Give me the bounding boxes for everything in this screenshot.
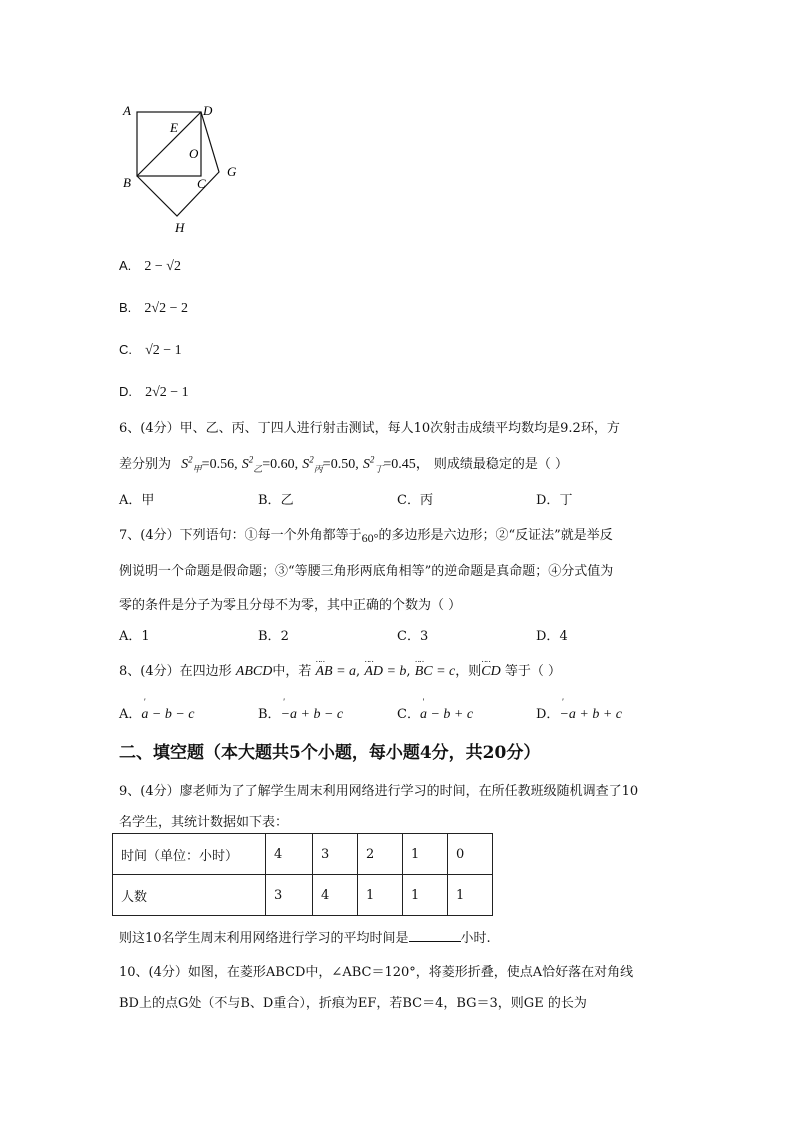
option-expr: 2 − √2 — [144, 259, 181, 274]
table-cell: 4 — [313, 875, 358, 916]
q7-option-d: D．4 — [536, 629, 568, 644]
q6-option-c: C．丙 — [397, 493, 433, 508]
table-row — [113, 834, 493, 875]
var-value: =0.56, — [201, 457, 238, 472]
label-b: B — [123, 175, 131, 190]
q8-eq3: ‥‥ BC = c — [415, 664, 456, 680]
q6-line2: 差分别为 $S^2_甲=0.56$, $S^2_乙=0.60$, $S^2_丙=0.50$, $S^2_丁=0.45$， 则成绩最稳定的是（ ） — [119, 454, 569, 474]
q8-eq1: ‥‥ AB = a — [315, 664, 356, 680]
q9-line2: 名学生，其统计数据如下表： — [119, 815, 289, 830]
q8-option-b: B．' −a + b − c — [258, 703, 343, 723]
q5-option-b — [119, 297, 188, 317]
option-label: A. — [119, 258, 132, 273]
table-cell: 1 — [358, 875, 403, 916]
option-expr: 2√2 − 1 — [145, 385, 189, 400]
table-cell: 人数 — [113, 875, 266, 916]
q8-option-c: C．' a − b + c — [397, 703, 473, 723]
q7-option-b: B．2 — [258, 629, 289, 644]
q5-option-a — [119, 255, 181, 275]
label-e: E — [170, 120, 178, 135]
q5-option-d — [119, 381, 189, 401]
q6-option-a: A．甲 — [119, 493, 155, 508]
label-g: G — [227, 164, 237, 179]
var-value: =0.45， — [383, 457, 430, 472]
q8-option-d: D．' −a + b + c — [536, 703, 622, 723]
label-h: H — [175, 220, 185, 235]
var-sub: 丁 — [374, 463, 384, 474]
table-cell: 1 — [448, 875, 493, 916]
option-label: B. — [119, 300, 132, 315]
option-expr: 2√2 − 2 — [144, 301, 188, 316]
section-title: 二、填空题（本大题共5个小题，每小题4分，共20分） — [119, 743, 541, 763]
label-o: O — [189, 146, 199, 161]
q8-stem: 8、(4分）在四边形 ABCD中，若 ‥‥ AB = a, ‥‥ AD = b, ‥‥ BC = c，则‥‥ CD 等于（ ） — [119, 660, 561, 680]
table-cell: 1 — [403, 834, 448, 875]
q9-answer-line: 则这10名学生周末利用网络进行学习的平均时间是 小时. — [119, 931, 491, 946]
table-cell: 1 — [403, 875, 448, 916]
q6-line1: 6、(4分）甲、乙、丙、丁四人进行射击测试，每人10次射击成绩平均数均是9.2环，方 — [119, 421, 620, 436]
var-sub: 甲 — [192, 463, 202, 474]
table-cell: 3 — [266, 875, 313, 916]
q7-line3: 零的条件是分子为零且分母不为零，其中正确的个数为（ ） — [119, 598, 462, 613]
q7-option-a: A．1 — [119, 629, 150, 644]
label-a: A — [123, 103, 131, 118]
table-cell: 2 — [358, 834, 403, 875]
q6-suffix: 则成绩最稳定的是（ ） — [433, 457, 569, 472]
q8-option-a: A．' a − b − c — [119, 703, 195, 723]
geometry-figure — [115, 98, 250, 238]
var-value: =0.60, — [262, 457, 299, 472]
q8-eq2: ‥‥ AD = b — [364, 664, 406, 680]
label-c: C — [197, 176, 206, 191]
q9-line1: 9、(4分）廖老师为了了解学生周末利用网络进行学习的时间，在所任教班级随机调查了10 — [119, 784, 639, 799]
table-cell: 3 — [313, 834, 358, 875]
q9-table — [112, 833, 493, 916]
q10-line2: BD上的点G处（不与B、D重合），折痕为EF，若BC＝4，BG＝3，则GE 的长为 — [119, 996, 587, 1011]
option-label: C. — [119, 342, 132, 357]
q10-line1: 10、(4分）如图，在菱形ABCD中，∠ABC＝120°，将菱形折叠，使点A恰好落在对角线 — [119, 965, 634, 980]
table-cell: 时间（单位：小时） — [113, 834, 266, 875]
option-expr: √2 − 1 — [145, 343, 182, 358]
table-cell: 4 — [266, 834, 313, 875]
var-sub: 乙 — [253, 463, 263, 474]
q5-option-c — [119, 339, 182, 359]
q6-option-b: B．乙 — [258, 493, 294, 508]
table-cell: 0 — [448, 834, 493, 875]
q7-line2: 例说明一个命题是假命题；③“等腰三角形两底角相等”的逆命题是真命题；④分式值为 — [119, 564, 614, 579]
q7-line1: 7、(4分）下列语句：①每一个外角都等于60°的多边形是六边形；②“反证法”就是举反 — [119, 528, 613, 545]
table-row — [113, 875, 493, 916]
q6-option-d: D．丁 — [536, 493, 573, 508]
q6-prefix: 差分别为 — [119, 457, 172, 472]
var-value: =0.50, — [322, 457, 359, 472]
label-d: D — [203, 103, 213, 118]
q8-quad: ABCD — [235, 664, 273, 679]
q7-option-c: C．3 — [397, 629, 429, 644]
answer-blank[interactable] — [409, 929, 461, 942]
diagonal-bd — [137, 112, 201, 176]
q7-degree: 60° — [361, 531, 379, 545]
var-sub: 丙 — [313, 463, 323, 474]
q8-target: ‥‥ CD — [481, 664, 500, 680]
option-label: D. — [119, 384, 132, 399]
